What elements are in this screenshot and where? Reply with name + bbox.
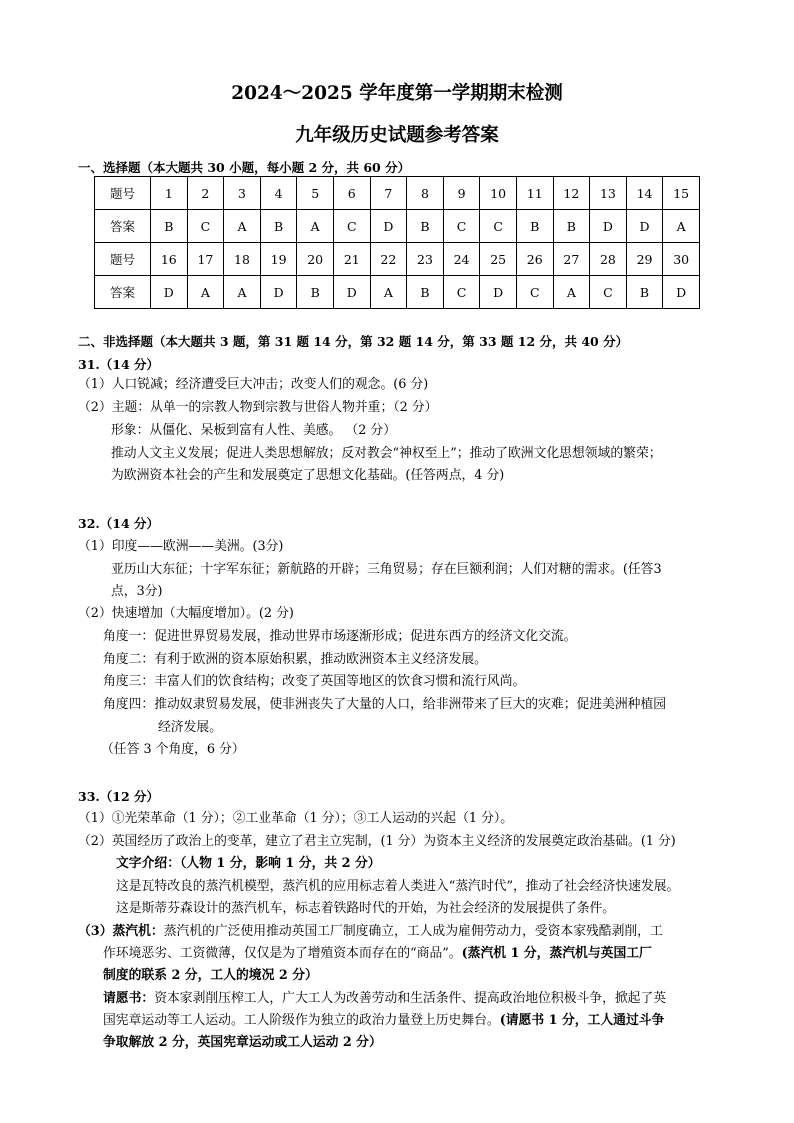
q33-line-1: （1）①光荣革命（1 分）；②工业革命（1 分）；③工人运动的兴起（1 分）。	[78, 811, 514, 826]
table-cell: 6	[333, 177, 370, 210]
q33-line-7-text: 作环境恶劣、工资微薄，仅仅是为了增殖资本而存在的“商品”。	[103, 946, 462, 961]
q32-heading: 32.（14 分）	[78, 516, 159, 531]
q33-line-7-score: (蒸汽机 1 分，蒸汽机与英国工厂	[461, 946, 652, 961]
table-cell: C	[516, 276, 553, 309]
table-cell: D	[590, 210, 627, 243]
row-label: 题号	[95, 243, 151, 276]
q33-line-9-text: 资本家剥削压榨工人，广大工人为改善劳动和生活条件、提高政治地位积极斗争，掀起了英	[154, 991, 667, 1006]
table-cell: B	[151, 210, 188, 243]
question-number-row-1	[95, 177, 700, 210]
section1-heading: 一、选择题（本大题共 30 小题，每小题 2 分，共 60 分）	[78, 160, 411, 175]
table-cell: C	[443, 210, 480, 243]
table-cell: B	[553, 210, 590, 243]
row-label: 答案	[95, 276, 151, 309]
q33-line-4: 这是瓦特改良的蒸汽机模型，蒸汽机的应用标志着人类进入“蒸汽时代”，推动了社会经济快速发展。	[116, 879, 680, 894]
table-cell: D	[333, 276, 370, 309]
table-cell: A	[224, 276, 261, 309]
q32-line-5: 角度一：促进世界贸易发展，推动世界市场逐渐形成；促进东西方的经济文化交流。	[103, 629, 577, 644]
table-cell: D	[370, 210, 407, 243]
table-cell: 24	[443, 243, 480, 276]
table-cell: 27	[553, 243, 590, 276]
exam-title: 2024～2025 学年度第一学期期末检测	[231, 83, 563, 104]
q32-line-6: 角度二：有利于欧洲的资本原始积累，推动欧洲资本主义经济发展。	[103, 652, 487, 667]
table-cell: 20	[297, 243, 334, 276]
table-cell: A	[553, 276, 590, 309]
q33-heading: 33.（12 分）	[78, 789, 159, 804]
table-cell: 23	[407, 243, 444, 276]
table-cell: 18	[224, 243, 261, 276]
q33-line-2: （2）英国经历了政治上的变革，建立了君主立宪制，(1 分）为资本主义经济的发展奠定政治基础。(1 分)	[78, 834, 676, 849]
q33-line-9	[103, 989, 666, 1009]
q32-line-9: 经济发展。	[158, 720, 222, 735]
q33-line-3: 文字介绍：（人物 1 分，影响 1 分，共 2 分）	[116, 856, 381, 871]
table-cell: 16	[151, 243, 188, 276]
table-cell: A	[187, 276, 224, 309]
q33-line-10-score: (请愿书 1 分，工人通过斗争	[499, 1013, 665, 1028]
table-cell: B	[516, 210, 553, 243]
table-cell: 25	[480, 243, 517, 276]
table-cell: 28	[590, 243, 627, 276]
q31-line-4: 推动人文主义发展；促进人类思想解放；反对教会“神权至上”；推动了欧洲文化思想领域的繁荣；	[111, 446, 662, 461]
q33-line-6	[78, 922, 663, 942]
table-cell: 8	[407, 177, 444, 210]
q31-line-3: 形象：从僵化、呆板到富有人性、美感。 （2 分）	[111, 423, 397, 438]
table-cell: 7	[370, 177, 407, 210]
table-cell: B	[297, 276, 334, 309]
q33-line-10-text: 国宪章运动等工人运动。工人阶级作为独立的政治力量登上历史舞台。	[103, 1013, 500, 1028]
table-cell: C	[333, 210, 370, 243]
table-cell: 22	[370, 243, 407, 276]
table-cell: 19	[260, 243, 297, 276]
q33-line-10	[103, 1011, 664, 1031]
table-cell: A	[370, 276, 407, 309]
table-cell: B	[260, 210, 297, 243]
q32-line-4: （2）快速增加（大幅度增加）。(2 分)	[78, 606, 294, 621]
q31-heading: 31.（14 分）	[78, 357, 159, 372]
table-cell: 2	[187, 177, 224, 210]
table-cell: B	[407, 210, 444, 243]
q32-line-7: 角度三：丰富人们的饮食结构；改变了英国等地区的饮食习惯和流行风尚。	[103, 674, 526, 689]
table-cell: 15	[663, 177, 700, 210]
table-cell: 3	[224, 177, 261, 210]
table-cell: D	[626, 210, 663, 243]
table-cell: 13	[590, 177, 627, 210]
answer-row-1	[95, 210, 700, 243]
table-cell: C	[480, 210, 517, 243]
q33-line-6-text: 蒸汽机的广泛使用推动英国工厂制度确立，工人成为雇佣劳动力，受资本家残酷剥削，工	[163, 924, 663, 939]
table-cell: 14	[626, 177, 663, 210]
q32-line-2: 亚历山大东征；十字军东征；新航路的开辟；三角贸易；存在巨额利润；人们对糖的需求。(任答3	[111, 562, 662, 577]
table-cell: A	[224, 210, 261, 243]
table-cell: 21	[333, 243, 370, 276]
petition-label: 请愿书：	[103, 991, 155, 1006]
table-cell: 5	[297, 177, 334, 210]
q31-line-5: 为欧洲资本社会的产生和发展奠定了思想文化基础。(任答两点，4 分)	[111, 468, 505, 483]
table-cell: A	[663, 210, 700, 243]
table-cell: 10	[480, 177, 517, 210]
answer-row-2	[95, 276, 700, 309]
table-cell: 9	[443, 177, 480, 210]
table-cell: C	[590, 276, 627, 309]
table-cell: 4	[260, 177, 297, 210]
table-cell: D	[151, 276, 188, 309]
table-cell: D	[260, 276, 297, 309]
question-number-row-2	[95, 243, 700, 276]
table-cell: D	[663, 276, 700, 309]
q33-line-5: 这是斯蒂芬森设计的蒸汽机车，标志着铁路时代的开始，为社会经济的发展提供了条件。	[116, 901, 616, 916]
table-cell: C	[187, 210, 224, 243]
table-cell: 12	[553, 177, 590, 210]
table-cell: 1	[151, 177, 188, 210]
steam-engine-label: （3）蒸汽机：	[78, 924, 164, 939]
table-cell: A	[297, 210, 334, 243]
table-cell: D	[480, 276, 517, 309]
q32-line-3: 点，3分)	[111, 584, 163, 599]
table-cell: 26	[516, 243, 553, 276]
q33-line-8: 制度的联系 2 分，工人的境况 2 分）	[103, 968, 318, 983]
q32-line-8: 角度四：推动奴隶贸易发展，使非洲丧失了大量的人口，给非洲带来了巨大的灾难；促进美洲种植园	[103, 697, 667, 712]
table-cell: B	[407, 276, 444, 309]
table-cell: 17	[187, 243, 224, 276]
q32-line-10: （任答 3 个角度，6 分）	[101, 742, 245, 757]
answer-key-title: 九年级历史试题参考答案	[295, 125, 499, 146]
multiple-choice-answer-table	[94, 176, 700, 309]
table-cell: 11	[516, 177, 553, 210]
table-cell: B	[626, 276, 663, 309]
row-label: 题号	[95, 177, 151, 210]
q33-line-7	[103, 944, 652, 964]
table-cell: C	[443, 276, 480, 309]
section2-heading: 二、非选择题（本大题共 3 题，第 31 题 14 分，第 32 题 14 分，第 33 题 12 分，共 40 分）	[78, 334, 629, 349]
table-cell: 30	[663, 243, 700, 276]
q33-line-11: 争取解放 2 分，英国宪章运动或工人运动 2 分）	[103, 1035, 382, 1050]
table-cell: 29	[626, 243, 663, 276]
row-label: 答案	[95, 210, 151, 243]
q32-line-1: （1）印度——欧洲——美洲。(3分)	[78, 539, 284, 554]
q31-line-1: （1）人口锐减；经济遭受巨大冲击；改变人们的观念。(6 分)	[78, 377, 429, 392]
q31-line-2: （2）主题：从单一的宗教人物到宗教与世俗人物并重；（2 分）	[78, 400, 438, 415]
